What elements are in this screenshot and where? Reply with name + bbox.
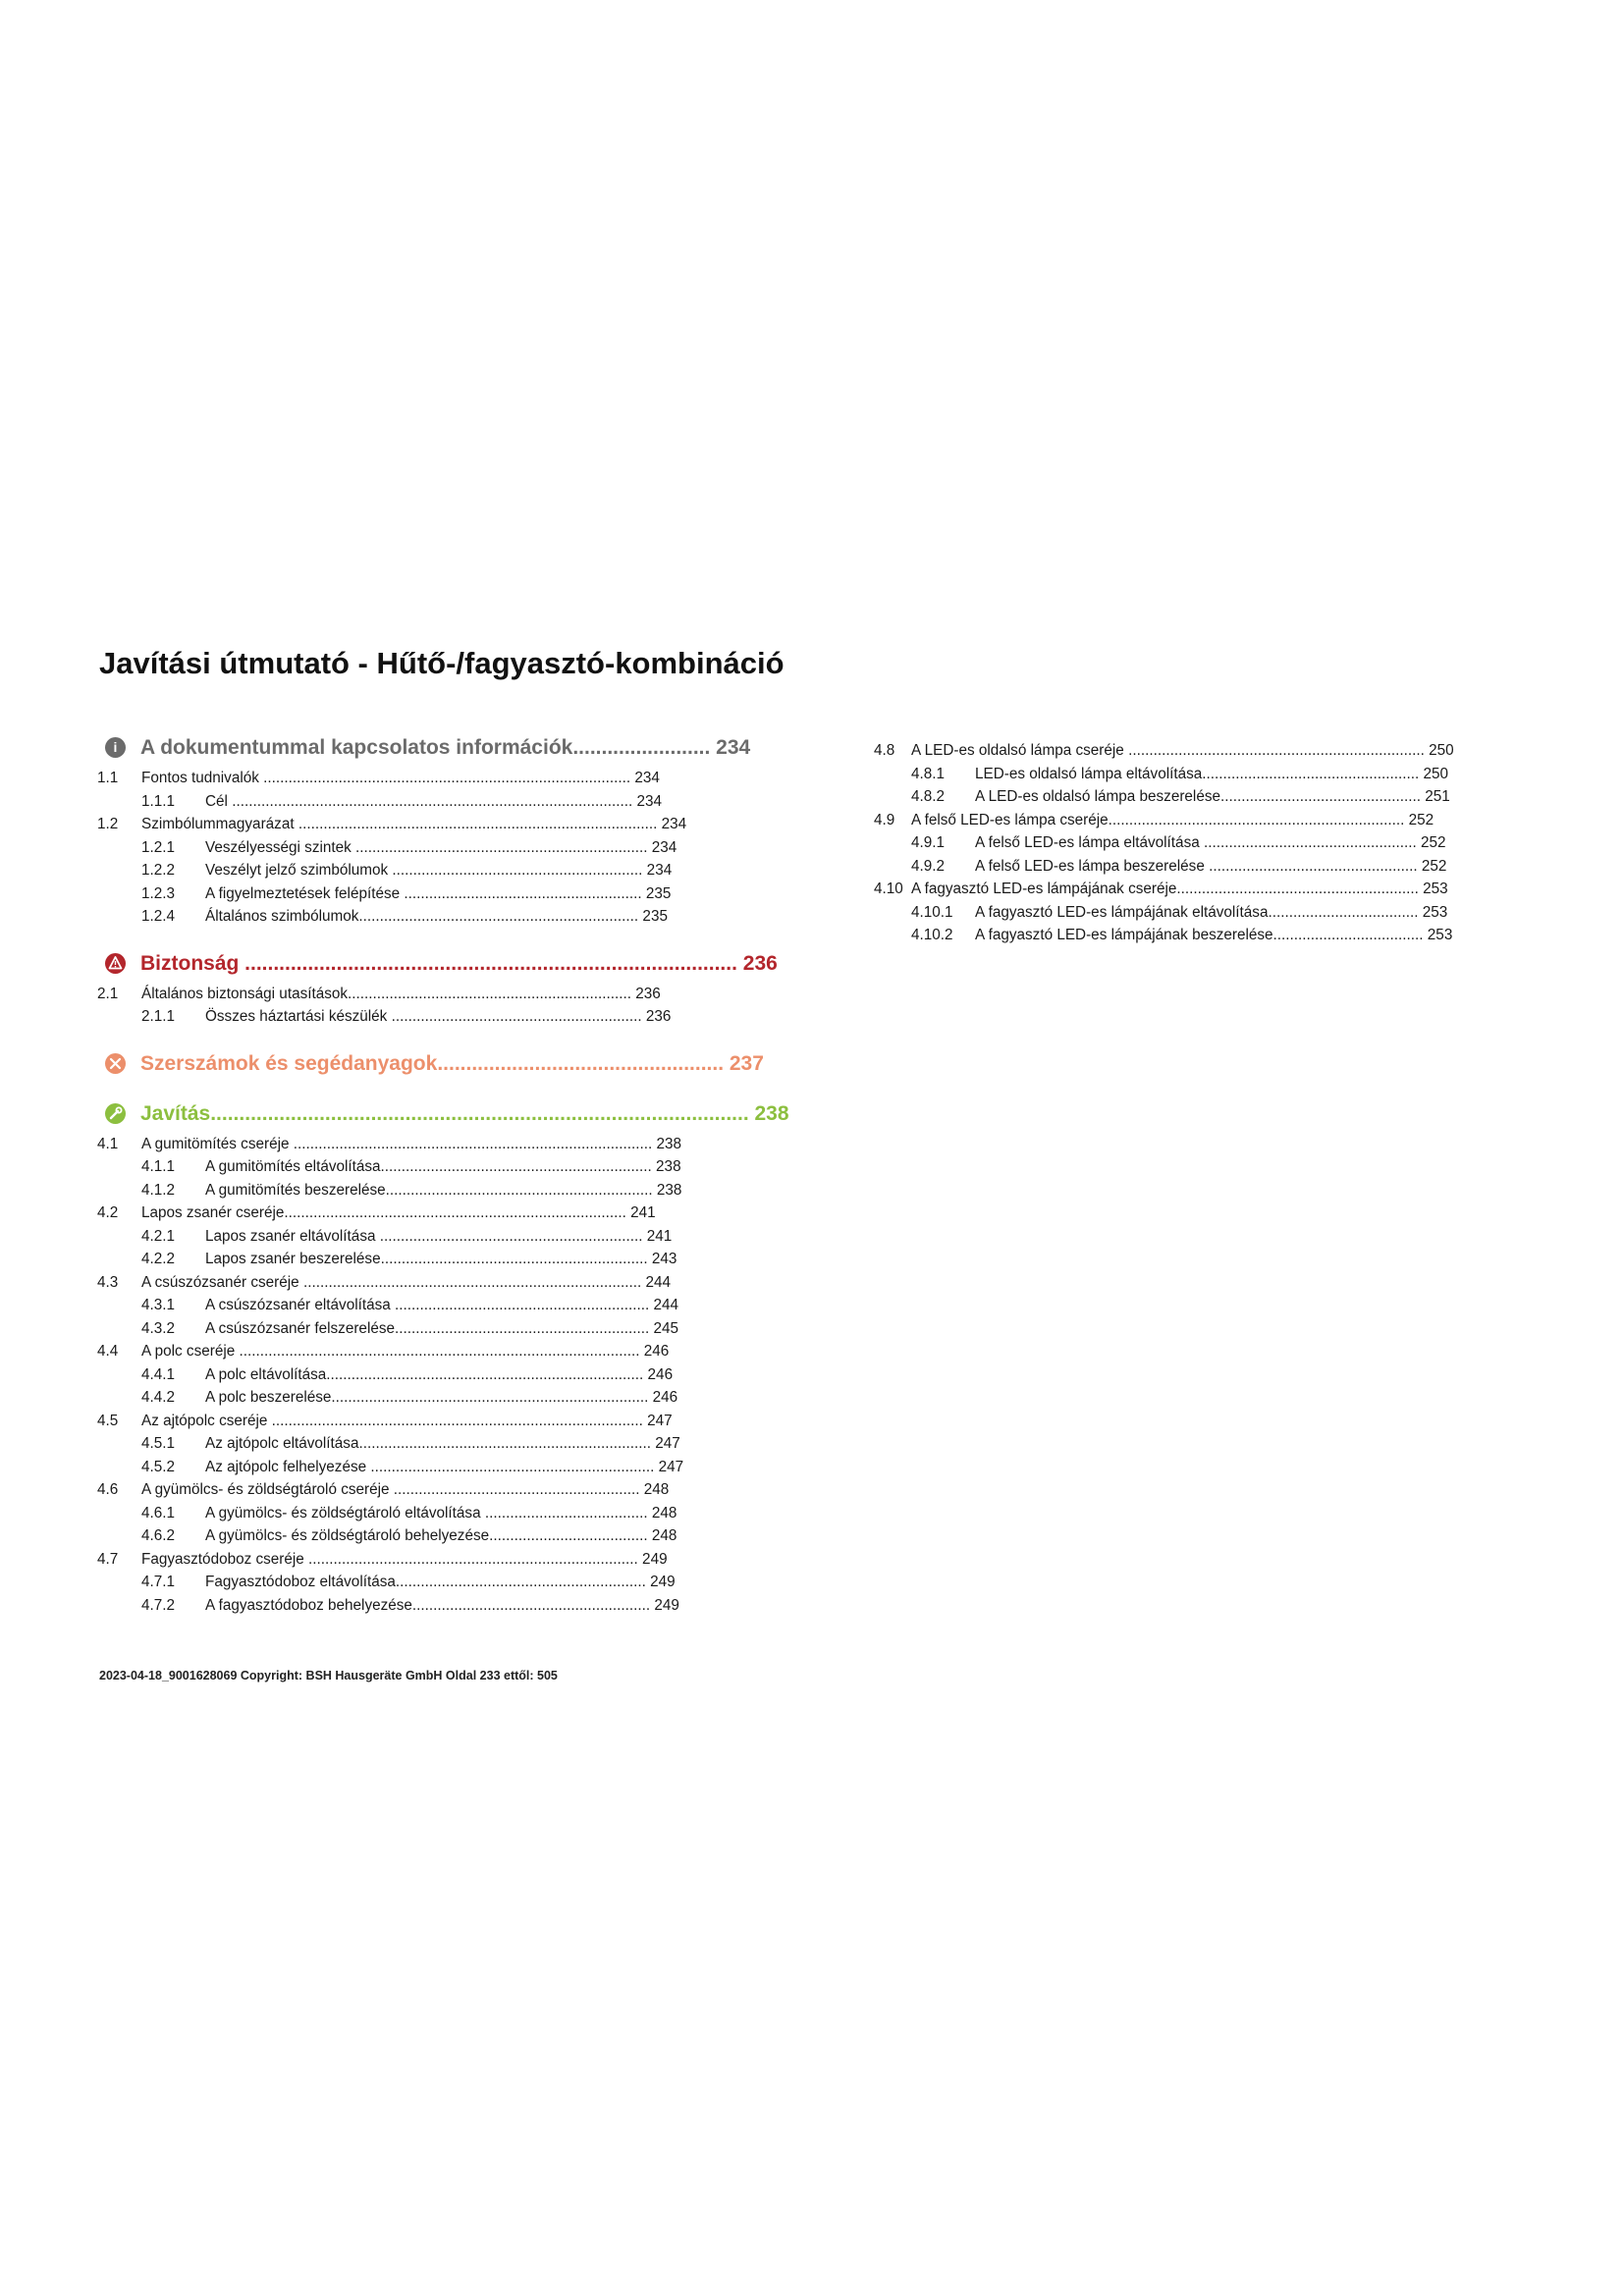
toc-entry[interactable] xyxy=(97,1201,858,1225)
toc-entry-text: A felső LED-es lámpa eltávolítása ................................................... 252 xyxy=(975,834,1446,851)
toc-entry-number: 4.10.2 xyxy=(911,927,953,943)
toc-entry-number: 4.5.1 xyxy=(141,1435,176,1452)
toc-entry-number: 1.2.3 xyxy=(141,884,176,902)
toc-entry-text: A gyümölcs- és zöldségtároló behelyezése...................................... 248 xyxy=(205,1527,677,1544)
toc-entry-number: 2.1 xyxy=(97,985,119,1002)
toc-entry[interactable] xyxy=(97,1432,858,1456)
toc-entry-text: A figyelmeztetések felépítése ......................................................... 235 xyxy=(205,884,672,902)
toc-entry-number: 4.3 xyxy=(97,1273,119,1291)
toc-entry-number: 4.10.1 xyxy=(911,903,953,921)
toc-entry-number: 4.7 xyxy=(97,1550,119,1568)
info-icon: i xyxy=(105,737,126,758)
toc-entry[interactable] xyxy=(874,924,1551,947)
toc-section-tools[interactable] xyxy=(97,1050,858,1079)
toc-entry-text: A polc eltávolítása............................................................................ 246 xyxy=(205,1365,674,1383)
toc-entry[interactable] xyxy=(97,790,858,814)
toc-entry[interactable] xyxy=(97,1225,858,1249)
toc-entry-number: 4.10 xyxy=(874,881,903,897)
toc-section-repair[interactable] xyxy=(97,1100,858,1129)
toc-entry[interactable] xyxy=(97,767,858,790)
toc-section-title: Biztonság ...................................................................................... 236 xyxy=(140,951,778,975)
toc-entry-number: 4.9 xyxy=(874,811,895,828)
toc-entry-text: Lapos zsanér cseréje.................................................................................. 241 xyxy=(141,1204,656,1221)
toc-entry-number: 1.2.1 xyxy=(141,838,176,856)
toc-entry-number: 4.7.1 xyxy=(141,1574,176,1590)
toc-entry-number: 4.4.1 xyxy=(141,1365,176,1383)
toc-entry-text: Veszélyességi szintek ...................................................................... 234 xyxy=(205,838,677,856)
toc-entry-text: Lapos zsanér eltávolítása ............................................................... 241 xyxy=(205,1227,673,1245)
toc-entry-text: A LED-es oldalsó lámpa cseréje ....................................................................... 250 xyxy=(911,742,1454,759)
toc-entry-text: A polc cseréje ................................................................................................ 246 xyxy=(141,1343,670,1360)
toc-entry-number: 4.1.1 xyxy=(141,1158,176,1175)
toc-entry-number: 4.4 xyxy=(97,1343,119,1360)
toc-entry-text: Fagyasztódoboz cseréje ............................................................................... 249 xyxy=(141,1550,668,1568)
toc-entry-number: 4.9.1 xyxy=(911,834,946,851)
toc-entry[interactable] xyxy=(97,1317,858,1341)
toc-entry[interactable] xyxy=(97,859,858,882)
toc-entry-text: Az ajtópolc eltávolítása...................................................................... 247 xyxy=(205,1435,680,1452)
toc-entry[interactable] xyxy=(97,1133,858,1156)
toc-entry[interactable] xyxy=(97,1386,858,1410)
toc-entry-text: Veszélyt jelző szimbólumok ............................................................ 234 xyxy=(205,862,673,879)
toc-entry[interactable] xyxy=(97,1524,858,1548)
toc-entry-text: A gyümölcs- és zöldségtároló cseréje ........................................................... 248 xyxy=(141,1481,670,1498)
toc-entry[interactable] xyxy=(97,1548,858,1572)
toc-right-column xyxy=(874,739,1551,947)
toc-entry-text: A csúszózsanér eltávolítása ............................................................. 244 xyxy=(205,1297,679,1313)
toc-entry[interactable] xyxy=(874,878,1551,901)
toc-entry[interactable] xyxy=(97,905,858,929)
toc-entry[interactable] xyxy=(97,1294,858,1317)
toc-entry-number: 4.6.1 xyxy=(141,1504,176,1522)
toc-entry[interactable] xyxy=(97,1502,858,1525)
toc-entry-number: 4.6 xyxy=(97,1481,119,1498)
toc-entry-number: 2.1.1 xyxy=(141,1008,176,1025)
toc-section-title: A dokumentummal kapcsolatos információk........................ 234 xyxy=(140,736,751,759)
toc-entry-text: A LED-es oldalsó lámpa beszerelése................................................ 251 xyxy=(975,788,1450,805)
toc-entry-text: Fagyasztódoboz eltávolítása............................................................ 249 xyxy=(205,1574,676,1590)
page-title: Javítási útmutató - Hűtő-/fagyasztó-kombináció xyxy=(99,646,785,680)
toc-left-column xyxy=(97,734,858,1617)
toc-entry[interactable] xyxy=(97,1571,858,1594)
toc-entry[interactable] xyxy=(874,785,1551,809)
toc-entry[interactable] xyxy=(97,1248,858,1271)
toc-entry[interactable] xyxy=(97,1155,858,1179)
toc-entry[interactable] xyxy=(97,1340,858,1363)
toc-entry-text: Az ajtópolc felhelyezése .................................................................... 247 xyxy=(205,1458,684,1475)
toc-entry-number: 4.1.2 xyxy=(141,1181,176,1199)
toc-entry-number: 4.7.2 xyxy=(141,1596,176,1614)
toc-entry-number: 4.5 xyxy=(97,1412,119,1429)
toc-entry-number: 4.8.2 xyxy=(911,788,946,805)
toc-entry[interactable] xyxy=(97,1005,858,1029)
toc-entry[interactable] xyxy=(97,1410,858,1433)
toc-entry[interactable] xyxy=(97,836,858,860)
toc-entry[interactable] xyxy=(874,809,1551,832)
toc-entry-number: 4.5.2 xyxy=(141,1458,176,1475)
toc-entry[interactable] xyxy=(97,1271,858,1295)
toc-entry[interactable] xyxy=(874,831,1551,855)
toc-entry-text: A fagyasztó LED-es lámpájának cseréje.......................................................... 253 xyxy=(911,881,1448,897)
toc-entry[interactable] xyxy=(97,983,858,1006)
toc-entry-number: 4.6.2 xyxy=(141,1527,176,1544)
toc-entry-number: 4.2.1 xyxy=(141,1227,176,1245)
page-footer: 2023-04-18_9001628069 Copyright: BSH Hausgeräte GmbH Oldal 233 ettől: 505 xyxy=(99,1669,558,1682)
toc-entry-text: A gumitömítés eltávolítása................................................................. 238 xyxy=(205,1158,681,1175)
toc-entry-text: Általános szimbólumok................................................................... 235 xyxy=(205,908,668,925)
toc-entry-text: LED-es oldalsó lámpa eltávolítása.................................................... 250 xyxy=(975,765,1449,782)
toc-entry[interactable] xyxy=(874,901,1551,925)
toc-entry-number: 1.1 xyxy=(97,770,119,786)
toc-entry-number: 1.2 xyxy=(97,816,119,832)
toc-entry-number: 1.1.1 xyxy=(141,792,176,810)
toc-entry-number: 4.8 xyxy=(874,742,895,759)
toc-entry-text: Szimbólummagyarázat ...................................................................................... 234 xyxy=(141,816,687,832)
toc-entry-number: 1.2.2 xyxy=(141,862,176,879)
toc-entry-text: A polc beszerelése............................................................................ 246 xyxy=(205,1389,678,1406)
toc-section-info[interactable] xyxy=(97,734,858,763)
toc-entry-number: 4.2 xyxy=(97,1204,119,1221)
toc-entry-text: A gumitömítés cseréje ...................................................................................... 238 xyxy=(141,1135,682,1152)
toc-entry[interactable] xyxy=(97,1179,858,1202)
toc-entry[interactable] xyxy=(97,1363,858,1387)
toc-entry-text: Lapos zsanér beszerelése................................................................ 243 xyxy=(205,1251,677,1267)
toc-entry[interactable] xyxy=(97,813,858,836)
toc-entry-text: A gyümölcs- és zöldségtároló eltávolítása ....................................... 248 xyxy=(205,1504,677,1522)
toc-entry-text: Cél ................................................................................................ 234 xyxy=(205,792,662,810)
toc-entry-text: A fagyasztó LED-es lámpájának beszerelése.................................... 253 xyxy=(975,927,1453,943)
toc-entry-text: A gumitömítés beszerelése................................................................ 238 xyxy=(205,1181,682,1199)
toc-entry[interactable] xyxy=(874,763,1551,786)
toc-entry[interactable] xyxy=(874,739,1551,763)
toc-entry-text: A csúszózsanér felszerelése............................................................. 245 xyxy=(205,1319,679,1337)
toc-entry-number: 4.4.2 xyxy=(141,1389,176,1406)
toc-entry-number: 4.2.2 xyxy=(141,1251,176,1267)
wrench-icon xyxy=(105,1103,126,1124)
toc-entry[interactable] xyxy=(97,1456,858,1479)
toc-entry-number: 4.3.2 xyxy=(141,1319,176,1337)
toc-entry-text: A felső LED-es lámpa beszerelése .................................................. 252 xyxy=(975,857,1447,875)
toc-entry-text: A csúszózsanér cseréje ................................................................................. 244 xyxy=(141,1273,671,1291)
tools-icon xyxy=(105,1053,126,1074)
toc-entry-number: 4.9.2 xyxy=(911,857,946,875)
toc-entry-number: 1.2.4 xyxy=(141,908,176,925)
warning-triangle-icon xyxy=(105,953,126,974)
toc-entry-number: 4.3.1 xyxy=(141,1297,176,1313)
toc-entry-number: 4.1 xyxy=(97,1135,119,1152)
toc-entry[interactable] xyxy=(874,855,1551,879)
toc-entry-number: 4.8.1 xyxy=(911,765,946,782)
toc-entry-text: Az ajtópolc cseréje ......................................................................................... 247 xyxy=(141,1412,673,1429)
toc-section-title: Javítás.............................................................................................. 238 xyxy=(140,1101,789,1125)
toc-entry[interactable] xyxy=(97,1594,858,1618)
toc-entry-text: Általános biztonsági utasítások.................................................................... 236 xyxy=(141,985,661,1002)
toc-entry-text: Összes háztartási készülék ............................................................ 236 xyxy=(205,1008,672,1025)
toc-section-safety[interactable] xyxy=(97,950,858,979)
toc-entry-text: Fontos tudnivalók ........................................................................................ 234 xyxy=(141,770,660,786)
toc-section-title: Szerszámok és segédanyagok.................................................. 237 xyxy=(140,1051,764,1075)
toc-entry-text: A fagyasztódoboz behelyezése......................................................... 249 xyxy=(205,1596,679,1614)
toc-entry[interactable] xyxy=(97,1478,858,1502)
toc-entry[interactable] xyxy=(97,882,858,906)
toc-entry-text: A felső LED-es lámpa cseréje....................................................................... 252 xyxy=(911,811,1435,828)
toc-entry-text: A fagyasztó LED-es lámpájának eltávolítása.................................... 253 xyxy=(975,903,1448,921)
